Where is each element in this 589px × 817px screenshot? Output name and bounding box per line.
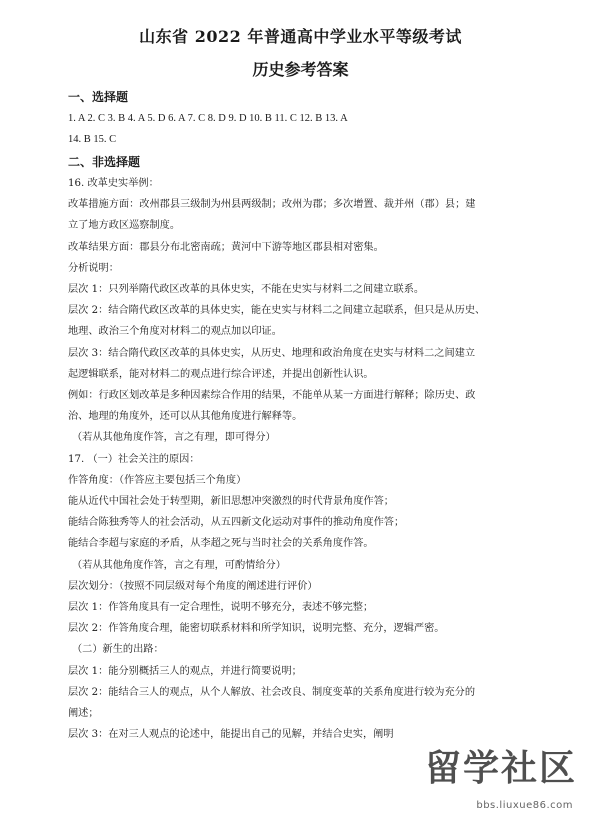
site-watermark — [387, 749, 577, 811]
section-heading-choice: 一、选择题 — [68, 90, 129, 104]
text-line: 层次 2：结合隋代政区改革的具体史实，能在史实与材料二之间建立起联系，但只是从历史、 — [68, 305, 486, 317]
text-line: 层次 1：能分别概括三人的观点，并进行简要说明； — [68, 665, 302, 677]
text-line: （若从其他角度作答，言之有理，可酌情给分） — [72, 559, 286, 571]
section-heading-nonchoice: 二、非选择题 — [68, 155, 141, 169]
watermark-logo-text: 留学社区 — [424, 748, 577, 789]
text-line: 层次 2：作答角度合理，能密切联系材料和所学知识，说明完整、充分，逻辑严密。 — [68, 623, 445, 635]
text-line: 立了地方政区巡察制度。 — [68, 220, 181, 232]
document-title: 山东省 2022 年普通高中学业水平等级考试 — [139, 27, 462, 46]
document-subtitle: 历史参考答案 — [252, 60, 349, 79]
text-line: 改革结果方面：郡县分布北密南疏；黄河中下游等地区郡县相对密集。 — [68, 241, 384, 253]
choice-answers-line-1: 1. A 2. C 3. B 4. A 5. D 6. A 7. C 8. D 9. D 10. B 11. C 12. B 13. A — [68, 113, 348, 124]
text-line: 17. （一）社会关注的原因： — [68, 453, 200, 465]
watermark-url: bbs.liuxue86.com — [476, 800, 573, 811]
text-line: 能从近代中国社会处于转型期，新旧思想冲突激烈的时代背景角度作答； — [68, 496, 394, 508]
text-line: 地理、政治三个角度对材料二的观点加以印证。 — [68, 326, 282, 338]
choice-answers-line-2: 14. B 15. C — [68, 134, 117, 145]
text-line: 层次 1：作答角度具有一定合理性，说明不够充分，表述不够完整； — [68, 602, 374, 614]
text-line: 作答角度：（作答应主要包括三个角度） — [68, 474, 247, 486]
text-line: 分析说明： — [68, 262, 119, 274]
text-line: 能结合陈独秀等人的社会活动，从五四新文化运动对事件的推动角度作答； — [68, 517, 405, 529]
text-line: 层次 1：只列举隋代政区改革的具体史实，不能在史实与材料二之间建立联系。 — [68, 284, 425, 296]
text-line: 起逻辑联系，能对材料二的观点进行综合评述，并提出创新性认识。 — [68, 368, 374, 380]
text-line: 16. 改革史实举例： — [68, 178, 159, 189]
text-line: 层次划分：（按照不同层级对每个角度的阐述进行评价） — [68, 580, 318, 592]
text-line: 改革措施方面：改州郡县三级制为州县两级制；改州为郡；多次增置、裁并州（郡）县；建 — [68, 199, 476, 211]
text-line: （若从其他角度作答，言之有理，即可得分） — [72, 432, 276, 444]
text-line: 阐述； — [68, 708, 99, 720]
text-line: 层次 2：能结合三人的观点，从个人解放、社会改良、制度变革的关系角度进行较为充分的 — [68, 686, 476, 698]
text-line: 层次 3：结合隋代政区改革的具体史实，从历史、地理和政治角度在史实与材料二之间建立 — [68, 347, 476, 359]
text-line: 层次 3：在对三人观点的论述中，能提出自己的见解，并结合史实，阐明 — [68, 729, 394, 741]
text-line: 例如：行政区划改革是多种因素综合作用的结果，不能单从某一方面进行解释；除历史、政 — [68, 390, 476, 402]
text-line: 能结合李超与家庭的矛盾，从李超之死与当时社会的关系角度作答。 — [68, 538, 374, 550]
text-line: （二）新生的出路： — [72, 644, 164, 656]
text-line: 治、地理的角度外，还可以从其他角度进行解释等。 — [68, 411, 303, 423]
